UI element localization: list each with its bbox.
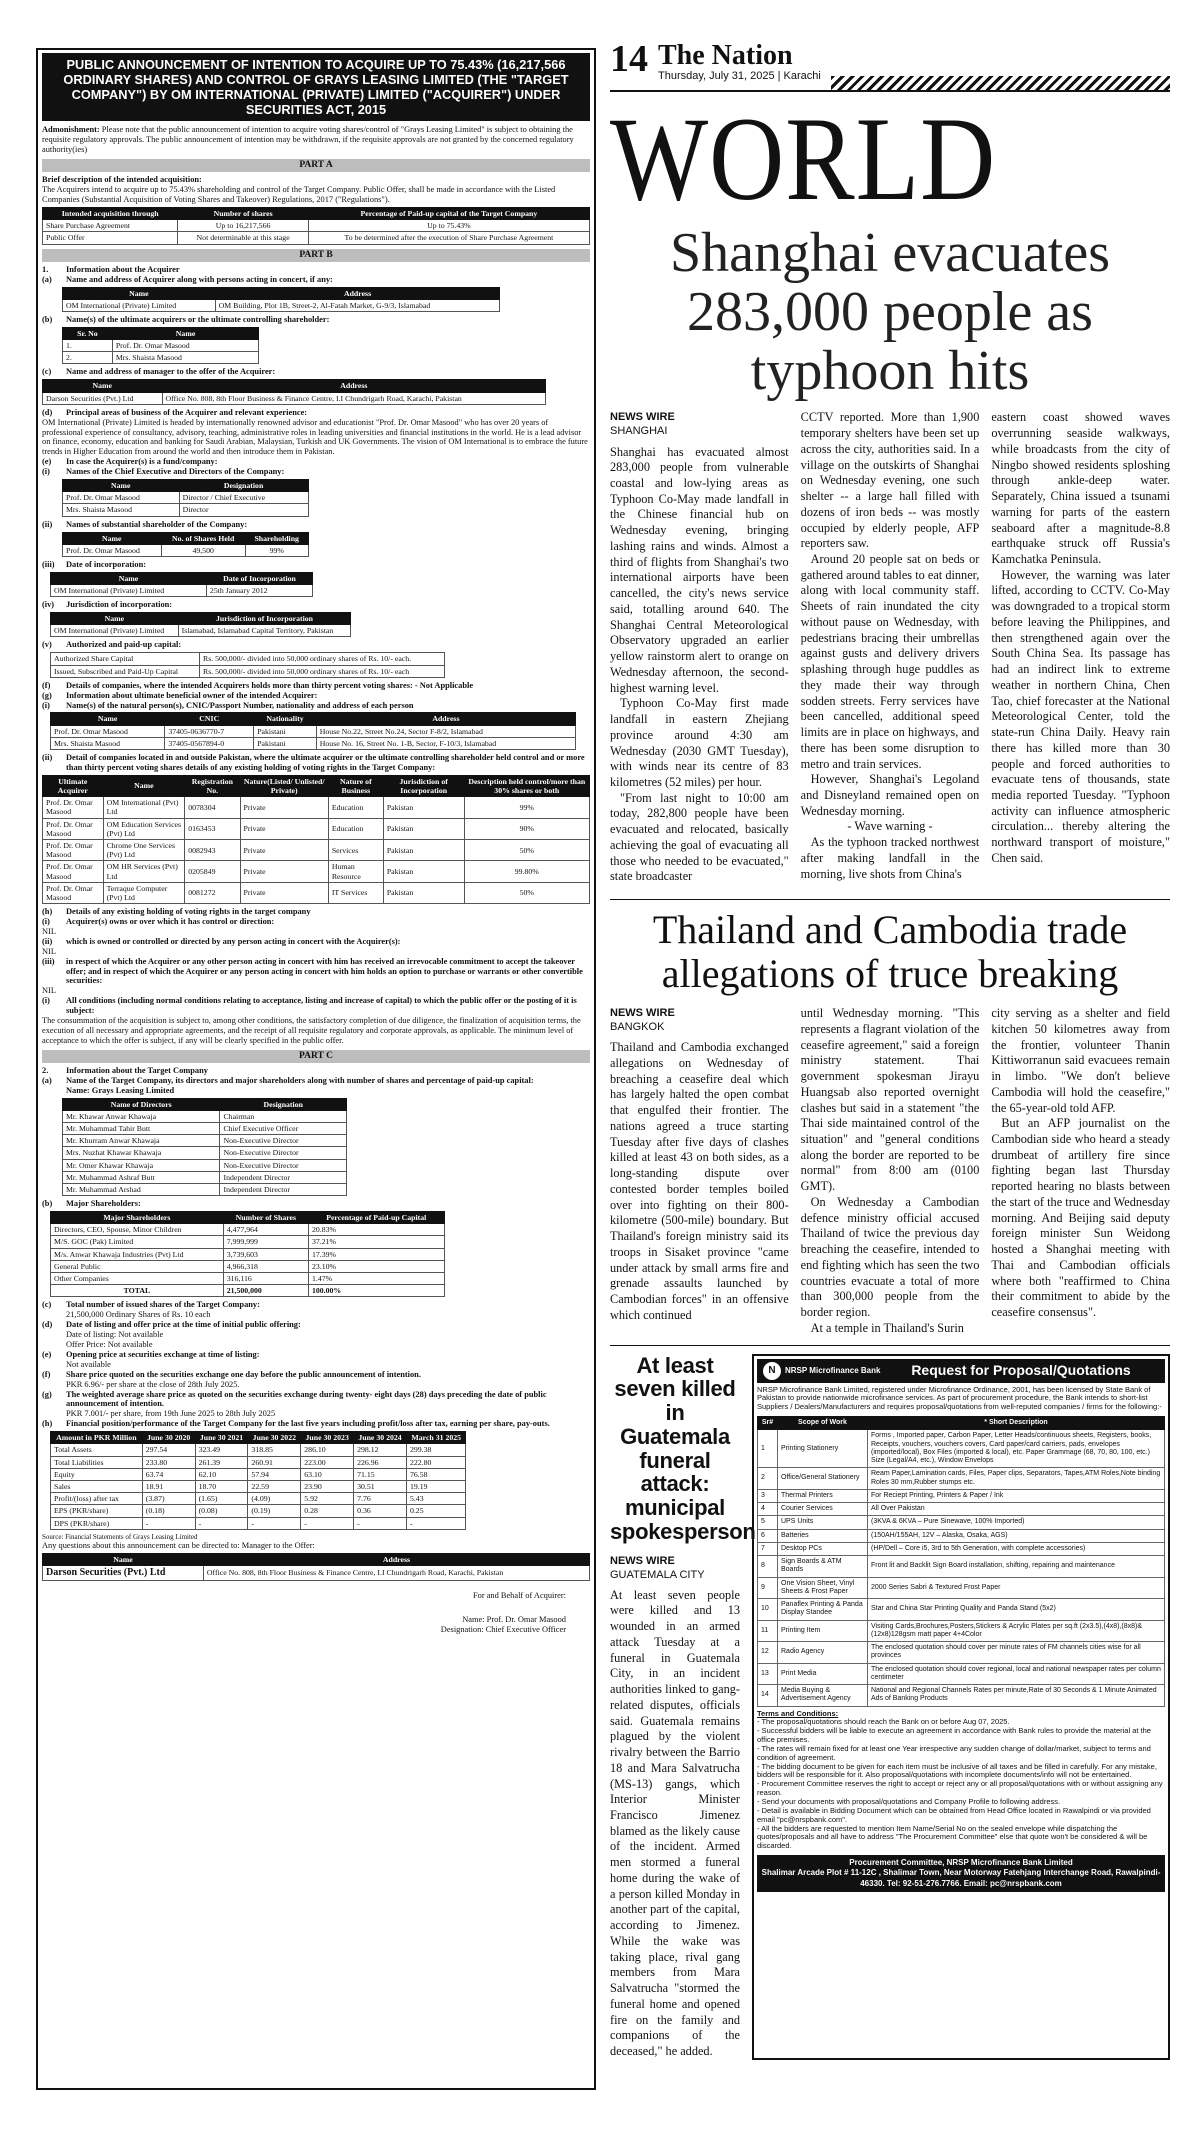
jurisdiction-table: Name Jurisdiction of Incorporation OM International (Private) Limited Islamabad, Islamabad Capital Territory, Pakistan: [50, 612, 351, 637]
table-row: M/s. Anwar Khawaja Industries (Pvt) Ltd 3,739,603 17.39%: [51, 1248, 445, 1260]
issue-date: Thursday, July 31, 2025 | Karachi: [658, 70, 821, 82]
table-row: Prof. Dr. Omar Masood Director / Chief Executive: [63, 492, 309, 504]
nrsp-logo: N NRSP Microfinance Bank: [763, 1362, 883, 1380]
table-row: Mrs. Shaista Masood Director: [63, 504, 309, 516]
companies-table: Ultimate Acquirer Name Registration No. Nature(Listed/ Unlisted/ Private) Nature of Business Jurisdiction of Incorporation Description held control/more than 30% shares or both Prof. Dr. Omar Masood OM International (Pvt) Ltd 0078304 Private Education Pakistan 99% Prof. Dr. Omar Masood OM Education Services (Pvt) Ltd 0163453 Private Education Pakistan 90% Prof. Dr. Omar Masood Chrome One Services (Pvt) Ltd 0082943 Private Services Pakistan 50% Prof. Dr. Omar Masood OM HR Services (Pvt) Ltd 0205849 Private Human Resource Pakistan 99.80% Prof. Dr. Omar Masood Terraque Computer (Pvt) Ltd 0081272 Private IT Services Pakistan 50%: [42, 775, 590, 904]
table-row: OM International (Private) Limited OM Building, Plot 1B, Street-2, Al-Fatah Market, G-9/3, Islamabad: [63, 299, 500, 311]
table-row: Sales 18.91 18.70 22.59 23.90 30.51 19.19: [51, 1480, 466, 1492]
masthead-hatch: [831, 76, 1170, 90]
story-thailand: NEWS WIRE BANGKOK Thailand and Cambodia exchanged allegations on Wednesday of breaching a ceasefire deal which has largely halted the open combat that engulfed their frontier. The nations agreed a truce starting Tuesday after five days of clashes killed at least 43 on both sides, as a long-standing dispute over contested border temples boiled over into fighting on their 800-kilometre (500-mile) boundary. But Thailand's foreign ministry said its troops in Sisaket province "came under attack by small arms fire and grenade assaults launched by Cambodian forces" in an offensive which continued until Wednesday morning. "This represents a flagrant violation of the ceasefire agreement," said a foreign ministry statement. Thai government spokesman Jirayu Huangsab also reported overnight clashes but said in a statement "the Thai side maintained control of the situation" and "general conditions along the border are reported to be normal" from 8:00 am (0100 GMT). On Wednesday a Cambodian defence ministry official accused Thailand of twice the previous day breaching the ceasefire, intended to end fighting which has seen the two countries evacuate a total of more than 300,000 people from the border region. At a temple in Thailand's Surin city serving as a shelter and field kitchen 50 kilometres away from the frontier, volunteer Thanin Kittiworranun said evacuees remain in limbo. "We don't believe Cambodia will hold the ceasefire," the 65-year-old told AFP. But an AFP journalist on the Cambodian side who heard a steady drumbeat of artillery fire since fighting began last Thursday reported hearing no blasts between the start of the truce and Wednesday morning. And Beijing said deputy foreign minister Sun Weidong hosted a Shanghai meeting with Thai and Cambodian officials where both "reaffirmed to China their commitment to abide by the ceasefire consensus".: [610, 1006, 1170, 1335]
acquirer-table: Name Address OM International (Private) Limited OM Building, Plot 1B, Street-2, Al-Fatah Market, G-9/3, Islamabad: [62, 287, 500, 312]
manager-table: Name Address Darson Securities (Pvt.) Ltd Office No. 808, 8th Floor Business & Finance Centre, I.I Chundrigarh Road, Karachi, Pakistan: [42, 379, 546, 404]
table-row: Mr. Khurram Anwar Khawaja Non-Executive Director: [63, 1135, 347, 1147]
capital-table: [50, 652, 445, 677]
table-row: Total Assets 297.54 323.49 318.85 286.10 298.12 299.38: [51, 1444, 466, 1456]
nrsp-logo-icon: N: [763, 1362, 781, 1380]
table-row: Equity 63.74 62.10 57.94 63.10 71.15 76.58: [51, 1468, 466, 1480]
table-row: Prof. Dr. Omar Masood 49,500 99%: [63, 544, 309, 556]
table-row: DPS (PKR/share) - - - - - -: [51, 1517, 466, 1529]
source-note: Source: Financial Statements of Grays Leasing Limited: [42, 1532, 198, 1541]
table-row: Prof. Dr. Omar Masood Chrome One Services (Pvt) Ltd 0082943 Private Services Pakistan 50%: [43, 839, 590, 860]
table-row: 3 Thermal Printers For Reciept Printing, Printers & Paper / Ink: [758, 1489, 1165, 1502]
beneficial-owner-table: Name CNIC Nationality Address Prof. Dr. Omar Masood 37405-0636770-7 Pakistani House No.22, Street No.24, Sector F-8/2, Islamabad Mrs. Shaista Masood 37405-0567894-0 Pakistani House No. 16, Street No. 1-B, Sector, F-10/3, Islamabad: [50, 712, 576, 750]
page-number: 14: [610, 40, 648, 80]
masthead: [610, 40, 1170, 92]
ultimate-acquirers-table: Sr. No Name 1. Prof. Dr. Omar Masood 2. Mrs. Shaista Masood: [62, 327, 259, 365]
table-row: 2. Mrs. Shaista Masood: [63, 352, 259, 364]
table-row: Public Offer Not determinable at this stage To be determined after the execution of Share Purchase Agreement: [43, 232, 590, 244]
brief-text: The Acquirers intend to acquire up to 75.43% shareholding and control of the Target Company. Public Offer, shall be made in accordance with the Listed Companies (Substantial Acquisition of Voting Shares and Takeover) Regulations, 2017 ("Regulations").: [42, 185, 556, 205]
headline-thailand: Thailand and Cambodia trade allegations of truce breaking: [610, 899, 1170, 996]
table-row: M/S. GOC (Pak) Limited 7,999,999 37.21%: [51, 1236, 445, 1248]
table-row: Mrs. Nuzhat Khawar Khawaja Non-Executive Director: [63, 1147, 347, 1159]
table-row: 8 Sign Boards & ATM Boards Front lit and Backlit Sign Board installation, shifting, repairing and maintenance: [758, 1556, 1165, 1578]
table-row: 1. Prof. Dr. Omar Masood: [63, 340, 259, 352]
table-row: Authorized Share Capital Rs. 500,000/- divided into 50,000 ordinary shares of Rs. 10/- each.: [51, 653, 445, 665]
table-row: 10 Panaflex Printing & Panda Display Standee Star and China Star Printing Quality and Panda Stand (5x2): [758, 1599, 1165, 1621]
table-row: 5 UPS Units (3KVA & 6KVA – Pure Sinewave, 100% Imported): [758, 1516, 1165, 1529]
signature-block: For and Behalf of Acquirer: Name: Prof. Dr. Omar Masood Designation: Chief Executive Officer: [440, 1590, 566, 1634]
directors-table: Name Designation Prof. Dr. Omar Masood Director / Chief Executive Mrs. Shaista Masood Director: [62, 479, 309, 517]
table-row: Prof. Dr. Omar Masood 37405-0636770-7 Pakistani House No.22, Street No.24, Sector F-8/2, Islamabad: [51, 725, 576, 737]
table-row: Total Liabilities 233.80 261.39 260.91 223.00 226.96 222.80: [51, 1456, 466, 1468]
table-row: Issued, Subscribed and Paid-Up Capital Rs. 500,000/- divided into 50,000 ordinary shares of Rs. 10/- each: [51, 665, 445, 677]
admonishment-text: Please note that the public announcement of intention to acquire voting shares/control of "Grays Leasing Limited" is subject to obtaining the requisite regulatory approvals. The public announcement of intention may be withdrawn, if the requisite approvals are not granted by the concerned regulatory authority(ies): [42, 125, 574, 155]
table-row: 4 Courier Services All Over Pakistan: [758, 1503, 1165, 1516]
news-page: [610, 40, 1170, 2100]
table-row: Prof. Dr. Omar Masood OM HR Services (Pvt) Ltd 0205849 Private Human Resource Pakistan 99.80%: [43, 861, 590, 882]
story-guatemala: At least seven killed in Guatemala funeral attack: municipal spokesperson NEWS WIRE GUATEMALA CITY At least seven people were killed and 13 wounded in an armed attack Tuesday at a funeral in Guatemala City, in an incident authorities linked to gang-related disputes, officials said. Guatemala remains plagued by the violent rivalry between the Barrio 18 and Mara Salvatrucha (MS-13) gangs, which Interior Minister Francisco Jimenez blamed as the likely cause of the incident. Armed men stormed a funeral home during the wake of a person killed Monday in another part of the capital, according to Jimenez. While the wake was taking place, rival gang members from Mara Salvatrucha "stormed the funeral home and opened fire on the family and companions of the deceased," he added.: [610, 1352, 756, 2058]
part-b-heading: PART B: [42, 249, 590, 262]
business-text: OM International (Private) Limited is headed by internationally renowned advisor and educationist "Prof. Dr. Omar Masood" who has over 20 years of professional experience of consultancy, advisory, teaching, administrative roles in leading universities and financial institutions in the world. He is a lead advisor on finance, economy, education and banking for Saudi Arabian, Malaysian, Turkish and UK Governments. The vision of OM International is to embrace the future trends in Higher Education from around the world and then introduce them in Pakistan.: [42, 417, 588, 457]
headline-shanghai: Shanghai evacuates 283,000 people as typhoon hits: [669, 222, 1111, 402]
table-row: 11 Printing Item Visiting Cards,Brochures,Posters,Stickers & Acrylic Plates per sq.ft (2x3.5),(4x8),(8x8)&(12x8)128gsm matt paper 4+4Color: [758, 1620, 1165, 1642]
table-row: 12 Radio Agency The enclosed quotation should cover per minute rates of FM channels cities wise for all provinces: [758, 1642, 1165, 1664]
table-row: Mr. Muhammad Ashraf Butt Independent Director: [63, 1171, 347, 1183]
table-row: TOTAL 21,500,000 100.00%: [51, 1285, 445, 1297]
story-shanghai: NEWS WIRE SHANGHAI Shanghai has evacuated almost 283,000 people from vulnerable coastal and low-lying areas as Typhoon Co-May made landfall in the Chinese financial hub on Wednesday evening, bringing lashing rains and winds. Almost a third of flights from Shanghai's two international airports have been cancelled, the city's news service said, totalling around 640. The Shanghai Central Meteorological Observatory upgraded an earlier yellow rainstorm alert to orange on Wednesday afternoon, the second-highest warning level. Typhoon Co-May first made landfall in eastern Zhejiang province around 4:30 am Wednesday (2030 GMT Tuesday), with winds near its centre of 83 kilometres (52 miles) per hour. "From last night to 10:00 am today, 282,800 people have been evacuated and relocated, basically achieving the goal of evacuating all those who needed to be evacuated," state broadcaster CCTV reported. More than 1,900 temporary shelters have been set up across the city, authorities said. In a village on the outskirts of Shanghai on Wednesday evening, one such shelter -- a large hall filled with dozens of iron beds -- was mostly occupied by elderly people, AFP reporters saw. Around 20 people sat on beds or gathered around tables to eat dinner, along with local community staff. Sheets of rain inundated the city without pause on Wednesday, with pedestrians bracing their umbrellas against gusts and delivery drivers splashing through huge puddles as they made their way through sodden streets. Ferry services have been cancelled, additional speed limits are in place on highways, and there has been some disruption to metro and train services. However, Shanghai's Legoland and Disneyland remained open on Wednesday morning. - Wave warning - As the typhoon tracked northwest after making landfall in the morning, live shots from China's eastern coast showed waves overrunning seaside walkways, while broadcasts from the city of Ningbo showed residents sploshing through ankle-deep water. Separately, China issued a tsunami warning for parts of the eastern seaboard after a magnitude-8.8 earthquake struck off Russia's Kamchatka Peninsula. However, the warning was later lifted, according to CCTV. Co-May was downgraded to a tropical storm before leaving the Philippines, and then strengthened again over the South China Sea. Its passage has had an indirect link to extreme weather in northern China, Chen Tao, chief forecaster at the National Meteorological Center, told the state-run China Daily. Heavy rain there has killed more than 30 people and forced authorities to evacuate tens of thousands, state media reported Tuesday. "Typhoon activity can influence atmospheric circulation... thereby altering the northward transport of moisture," Chen said.: [610, 410, 1170, 884]
table-row: 1 Printing Stationery Forms , Imported paper, Carbon Paper, Letter Heads/continuous sheets, Registers, books, Receipts, vouchers, vouchers covers, Card paper/card carriers, pads, envelopes (imported/local), Box Files (imported & local), etc. Paper Grammage (68, 70, 80, 100, etc.) Size (Legal/A4, etc.), Window Envelops: [758, 1430, 1165, 1468]
table-row: Darson Securities (Pvt.) Ltd Office No. 808, 8th Floor Business & Finance Centre, I.I Chundrigarh Road, Karachi, Pakistan: [43, 1566, 590, 1581]
announcement-title: PUBLIC ANNOUNCEMENT OF INTENTION TO ACQUIRE UP TO 75.43% (16,217,566 ORDINARY SHARES) AND CONTROL OF GRAYS LEASING LIMITED (THE "TARGET COMPANY") BY OM INTERNATIONAL (PRIVATE) LIMITED ("ACQUIRER") UNDER SECURITIES ACT, 2015: [42, 53, 590, 121]
table-row: 14 Media Buying & Advertisement Agency National and Regional Channels Rates per minute,Rate of 30 Seconds & 1 Minute Animated Ads of Banking Products: [758, 1685, 1165, 1707]
table-row: EPS (PKR/share) (0.18) (0.08) (0.19) 0.28 0.36 0.25: [51, 1505, 466, 1517]
brief-heading: Brief description of the intended acquisition:: [42, 175, 202, 185]
ad-intro: NRSP Microfinance Bank Limited, registered under Microfinance Ordinance, 2001, has been licensed by State Bank of Pakistan to provide nationwide microfinance services. As part of procurement procedure, the Bank intends to short-list Suppliers / Dealers/Manufacturers and requires proposal/quotations from well-reputed companies / firms for the following:-: [757, 1384, 1162, 1412]
admonishment-label: Admonishment:: [42, 125, 100, 135]
table-row: 7 Desktop PCs (HP/Dell – Core i5, 3rd to 5th Generation, with complete accessories): [758, 1542, 1165, 1555]
table-row: Share Purchase Agreement Up to 16,217,566 Up to 75.43%: [43, 220, 590, 232]
table-row: OM International (Private) Limited 25th January 2012: [51, 585, 313, 597]
paper-name: The Nation: [658, 40, 793, 71]
table-row: Mrs. Shaista Masood 37405-0567894-0 Pakistani House No. 16, Street No. 1-B, Sector, F-10/3, Islamabad: [51, 737, 576, 749]
nrsp-advertisement: [752, 1354, 1170, 2060]
terms-list: - The proposal/quotations should reach the Bank on or before Aug 07, 2025. - Successful bidders will be liable to execute an agreement in accordance with Bank rules to provide the material at the office premises. - The rates will remain fixed for at least one Year irrespective any sudden change of dollar/market, subject to terms and condition of agreement. - The bidding document to be given for each item must be inclusive of all taxes and be filled in carefully. For any mistake, bidders will be responsible for it. Also proposal/quotations with incomplete documents/info will not be entertained. - Procurement Committee reserves the right to accept or reject any or all proposal/quotations with or without assigning any reason. - Send your documents with proposal/quotations and Company Profile to following address. - Detail is available in Bidding Document which can be obtained from Head Office located in Rawalpindi or via provided email "pc@nrspbank.com". - All the bidders are requested to mention Item Name/Serial No on the sealed envelope while dispatching the quotes/proposals and all have to address "The Procurement Committee" else that quote won't be considered & will be discarded.: [757, 1717, 1163, 1851]
table-row: Prof. Dr. Omar Masood OM International (Pvt) Ltd 0078304 Private Education Pakistan 99%: [43, 797, 590, 818]
table-row: Mr. Muhammad Arshad Independent Director: [63, 1184, 347, 1196]
part-a-heading: PART A: [42, 159, 590, 172]
public-announcement: PUBLIC ANNOUNCEMENT OF INTENTION TO ACQUIRE UP TO 75.43% (16,217,566 ORDINARY SHARES) AND CONTROL OF GRAYS LEASING LIMITED (THE "TARGET COMPANY") BY OM INTERNATIONAL (PRIVATE) LIMITED ("ACQUIRER") UNDER SECURITIES ACT, 2015 Admonishment: Please note that the public announcement of intention to acquire voting shares/control of "Grays Leasing Limited" is subject to obtaining the requisite regulatory approvals. The public announcement of intention may be withdrawn, if the requisite approvals are not granted by the concerned regulatory authority(ies) PART A Brief description of the intended acquisition: The Acquirers intend to acquire up to 75.43% shareholding and control of the Target Company. Public Offer, shall be made in accordance with the Listed Companies (Substantial Acquisition of Voting Shares and Takeover) Regulations, 2017 ("Regulations"). Intended acquisition through Number of shares Percentage of Paid-up capital of the Target Company Share Purchase Agreement Up to 16,217,566 Up to 75.43% Public Offer Not determinable at this stage To be determined after the execution of Share Purchase Agreement PART B 1. Information about the Acquirer (a) Name and address of Acquirer along with persons acting in concert, if any: Name Address OM International (Private) Limited OM Building, Plot 1B, Street-2, Al-Fatah Market, G-9/3, Islamabad (b) Name(s) of the ultimate acquirers or the ultimate controlling shareholder: Sr. No Name 1. Prof. Dr. Omar Masood 2. Mrs. Shaista Masood (c) Name and address of manager to the offer of the Acquirer: Name Address Darson Securities (Pvt.) Ltd Office No. 808, 8th Floor Business & Finance Centre, I.I Chundrigarh Road, Karachi, Pakistan (d) Principal areas of business of the Acquirer and relevant experience: OM International (Private) Limited is headed by internationally renowned advisor and educationist "Prof. Dr. Omar Masood" who has over 20 years of professional experience of consultancy, advisory, teaching, administrative roles in leading universities and financial institutions in the world. He is a lead advisor on finance, economy, education and banking for Saudi Arabian, Malaysian, Turkish and UK Governments. The vision of OM International is to embrace the future trends in Higher Education from around the world and then introduce them in Pakistan. (e) In case the Acquirer(s) is a fund/company: (i) Names of the Chief Executive and Directors of the Company: Name Designation Prof. Dr. Omar Masood Director / Chief Executive Mrs. Shaista Masood Director (ii) Names of substantial shareholder of the Company: Name No. of Shares Held Shareholding Prof. Dr. Omar Masood 49,500 99% (iii) Date of incorporation: Name Date of Incorporation OM International (Private) Limited 25th January 2012 (iv) Jurisdiction of incorporation: Name Jurisdiction of Incorporation OM International (Private) Limited Islamabad, Islamabad Capital Territory, Pakistan (v) Authorized and paid-up capital: Authorized Share Capital Rs. 500,000/- divided into 50,000 ordinary shares of Rs. 10/- each. Issued, Subscribed and Paid-Up Capital Rs. 500,000/- divided into 50,000 ordinary shares of Rs. 10/- each (f) Details of companies, where the intended Acquirers holds more than thirty percent voting shares: - Not Applicable (g) Information about ultimate beneficial owner of the intended Acquirer: (i) Name(s) of the natural person(s), CNIC/Passport Number, nationality and address of each person Name CNIC Nationality Address Prof. Dr. Omar Masood 37405-0636770-7 Pakistani House No.22, Street No.24, Sector F-8/2, Islamabad Mrs. Shaista Masood 37405-0567894-0 Pakistani House No. 16, Street No. 1-B, Sector, F-10/3, Islamabad (ii) Detail of companies located in and outside Pakistan, where the ultimate acquirer or the ultimate controlling shareholder held control and or more than thirty percent voting shares details of any existing holding of voting rights in the Target Company: Ultimate Acquirer Name Registration No. Nature(Listed/ Unlisted/ Private) Nature of Business Jurisdiction of Incorporation Description held control/more than 30% shares or both Prof. Dr. Omar Masood OM International (Pvt) Ltd 0078304 Private Education Pakistan 99% Prof. Dr. Omar Masood OM Education Services (Pvt) Ltd 0163453 Private Education Pakistan 90% Prof. Dr. Omar Masood Chrome One Services (Pvt) Ltd 0082943 Private Services Pakistan 50% Prof. Dr. Omar Masood OM HR Services (Pvt) Ltd 0205849 Private Human Resource Pakistan 99.80% Prof. Dr. Omar Masood Terraque Computer (Pvt) Ltd 0081272 Private IT Services Pakistan 50% (h) Details of any existing holding of voting rights in the target company (i) Acquirer(s) owns or over which it has control or direction: NIL (ii) which is owned or controlled or directed by any person acting in concert with the Acquirer(s): NIL (iii) in respect of which the Acquirer or any other person acting in concert with him has received an irrevocable commitment to accept the takeover offer; and in respect of which the Acquirer or any person acting in concert with him holds an option to purchase or warrants or other convertible securities: NIL (i) All conditions (including normal conditions relating to acceptance, listing and increase of capital) to which the public offer or the posting of it is subject: The consummation of the acquisition is subject to, among other conditions, the satisfactory completion of due diligence, the finalization of acquisition terms, the execution of all necessary and appropriate agreements, and the receipt of all requisite regulatory and corporate approvals, as applicable. The minimum level of acceptance to which the offer is subject, if any will be clearly specified in the public offer. PART C 2. Information about the Target Company (a) Name of the Target Company, its directors and major shareholders along with number of shares and percentage of paid-up capital: Name: Grays Leasing Limited Name of Directors Designation Mr. Khawar Anwar Khawaja Chairman Mr. Muhammad Tahir Butt Chief Executive Officer Mr. Khurram Anwar Khawaja Non-Executive Director Mrs. Nuzhat Khawar Khawaja Non-Executive Director Mr. Omer Khawar Khawaja Non-Executive Director Mr. Muhammad Ashraf Butt Independent Director Mr. Muhammad Arshad Independent Director (b) Major Shareholders: Major Shareholders Number of Shares Percentage of Paid-up Capital Directors, CEO, Spouse, Minor Children 4,477,964 20.83% M/S. GOC (Pak) Limited 7,999,999 37.21% M/s. Anwar Khawaja Industries (Pvt) Ltd 3,739,603 17.39% General Public 4,966,318 23.10% Other Companies 316,116 1.47% TOTAL 21,500,000 100.00% (c) Total number of issued shares of the Target Company: 21,500,000 Ordinary Shares of Rs. 10 each (d) Date of listing and offer price at the time of initial public offering: Date of listing: Not available Offer Price: Not available (e) Opening price at securities exchange at time of listing: Not available (f) Share price quoted on the securities exchange one day before the public announcement of intention. PKR 6.96/- per share at the close of 28th July 2025. (g) The weighted average share price as quoted on the securities exchange during twenty- eight days (28) days preceding the date of public announcement of intention. PKR 7.001/- per share, from 19th June 2025 to 28th July 2025 (h) Financial position/performance of the Target Company for the last five years including profit/loss after tax, earning per share, pay-outs. Amount in PKR Million June 30 2020 June 30 2021 June 30 2022 June 30 2023 June 30 2024 March 31 2025 Total Assets 297.54 323.49 318.85 286.10 298.12 299.38 Total Liabilities 233.80 261.39 260.91 223.00 226.96 222.80 Equity 63.74 62.10 57.94 63.10 71.15 76.58 Sales 18.91 18.70 22.59 23.90 30.51 19.19 Profit/(loss) after tax (3.87) (1.65) (4.09) 5.92 7.76 5.43 EPS (PKR/share) (0.18) (0.08) (0.19) 0.28 0.36 0.25 DPS (PKR/share) - - - - - - Source: Financial Statements of Grays Leasing Limited Any questions about this announcement can be directed to: Manager to the Offer: Name Address Darson Securities (Pvt.) Ltd Office No. 808, 8th Floor Business & Finance Centre, I.I Chundrigarh Road, Karachi, Pakistan For and Behalf of Acquirer: Name: Prof. Dr. Omar Masood Designation: Chief Executive Officer: [36, 48, 596, 2090]
table-row: OM International (Private) Limited Islamabad, Islamabad Capital Territory, Pakistan: [51, 625, 351, 637]
shareholder-table: Name No. of Shares Held Shareholding Prof. Dr. Omar Masood 49,500 99%: [62, 532, 309, 557]
ad-title: Request for Proposal/Quotations: [911, 1362, 1131, 1379]
section-title: WORLD: [610, 93, 997, 226]
headline-guatemala: At least seven killed in Guatemala funeral attack: municipal spokesperson: [610, 1352, 756, 1544]
financials-table: Amount in PKR Million June 30 2020 June 30 2021 June 30 2022 June 30 2023 June 30 2024 March 31 2025 Total Assets 297.54 323.49 318.85 286.10 298.12 299.38 Total Liabilities 233.80 261.39 260.91 223.00 226.96 222.80 Equity 63.74 62.10 57.94 63.10 71.15 76.58 Sales 18.91 18.70 22.59 23.90 30.51 19.19 Profit/(loss) after tax (3.87) (1.65) (4.09) 5.92 7.76 5.43 EPS (PKR/share) (0.18) (0.08) (0.19) 0.28 0.36 0.25 DPS (PKR/share) - - - - - -: [50, 1431, 466, 1530]
table-row: 13 Print Media The enclosed quotation should cover regional, local and national newspaper rates per column centimeter: [758, 1663, 1165, 1685]
table-row: 9 One Vision Sheet, Vinyl Sheets & Frost Paper 2000 Series Sabri & Textured Frost Paper: [758, 1577, 1165, 1599]
table-row: General Public 4,966,318 23.10%: [51, 1260, 445, 1272]
acquisition-table: Intended acquisition through Number of shares Percentage of Paid-up capital of the Target Company Share Purchase Agreement Up to 16,217,566 Up to 75.43% Public Offer Not determinable at this stage To be determined after the execution of Share Purchase Agreement: [42, 207, 590, 245]
major-shareholders-table: Major Shareholders Number of Shares Percentage of Paid-up Capital Directors, CEO, Spouse, Minor Children 4,477,964 20.83% M/S. GOC (Pak) Limited 7,999,999 37.21% M/s. Anwar Khawaja Industries (Pvt) Ltd 3,739,603 17.39% General Public 4,966,318 23.10% Other Companies 316,116 1.47% TOTAL 21,500,000 100.00%: [50, 1211, 445, 1297]
table-row: Directors, CEO, Spouse, Minor Children 4,477,964 20.83%: [51, 1224, 445, 1236]
ad-footer: Procurement Committee, NRSP Microfinance Bank Limited Shalimar Arcade Plot # 11-12C , Shalimar Town, Near Motorway Fatehjang Interchange Road, Rawalpindi-46330. Tel: 92-51-276.7766. Email: pc@nrspbank.com: [757, 1855, 1165, 1892]
table-row: 2 Office/General Stationery Ream Paper,Lamination cards, Files, Paper clips, Separators, Tapes,ATM Roles,Note binding Roles 30 mm,Rubber stumps etc.: [758, 1468, 1165, 1490]
target-directors-table: Name of Directors Designation Mr. Khawar Anwar Khawaja Chairman Mr. Muhammad Tahir Butt Chief Executive Officer Mr. Khurram Anwar Khawaja Non-Executive Director Mrs. Nuzhat Khawar Khawaja Non-Executive Director Mr. Omer Khawar Khawaja Non-Executive Director Mr. Muhammad Ashraf Butt Independent Director Mr. Muhammad Arshad Independent Director: [62, 1098, 347, 1197]
table-row: Mr. Khawar Anwar Khawaja Chairman: [63, 1110, 347, 1122]
table-row: Profit/(loss) after tax (3.87) (1.65) (4.09) 5.92 7.76 5.43: [51, 1493, 466, 1505]
table-row: 6 Batteries (150AH/155AH, 12V – Alaska, Osaka, AGS): [758, 1529, 1165, 1542]
table-row: Mr. Muhammad Tahir Butt Chief Executive Officer: [63, 1123, 347, 1135]
part-c-heading: PART C: [42, 1050, 590, 1063]
queries-table: Name Address Darson Securities (Pvt.) Ltd Office No. 808, 8th Floor Business & Finance Centre, I.I Chundrigarh Road, Karachi, Pakistan: [42, 1553, 590, 1581]
table-row: Mr. Omer Khawar Khawaja Non-Executive Director: [63, 1159, 347, 1171]
scope-table: Sr# Scope of Work * Short Description 1 Printing Stationery Forms , Imported paper, Carbon Paper, Letter Heads/continuous sheets, Registers, books, Receipts, vouchers, vouchers covers, Card paper/card carriers, pads, envelopes (imported/local), Box Files (imported & local), etc. Paper Grammage (68, 70, 80, 100, etc.) Size (Legal/A4, etc.), Window Envelops 2 Office/General Stationery Ream Paper,Lamination cards, Files, Paper clips, Separators, Tapes,ATM Roles,Note binding Roles 30 mm,Rubber stumps etc. 3 Thermal Printers For Reciept Printing, Printers & Paper / Ink 4 Courier Services All Over Pakistan 5 UPS Units (3KVA & 6KVA – Pure Sinewave, 100% Imported) 6 Batteries (150AH/155AH, 12V – Alaska, Osaka, AGS) 7 Desktop PCs (HP/Dell – Core i5, 3rd to 5th Generation, with complete accessories) 8 Sign Boards & ATM Boards Front lit and Backlit Sign Board installation, shifting, repairing and maintenance 9 One Vision Sheet, Vinyl Sheets & Frost Paper 2000 Series Sabri & Textured Frost Paper 10 Panaflex Printing & Panda Display Standee Star and China Star Printing Quality and Panda Stand (5x2) 11 Printing Item Visiting Cards,Brochures,Posters,Stickers & Acrylic Plates per sq.ft (2x3.5),(4x8),(8x8)&(12x8)128gsm matt paper 4+4Color 12 Radio Agency The enclosed quotation should cover per minute rates of FM channels cities wise for all provinces 13 Print Media The enclosed quotation should cover regional, local and national newspaper rates per column centimeter 14 Media Buying & Advertisement Agency National and Regional Channels Rates per minute,Rate of 30 Seconds & 1 Minute Animated Ads of Banking Products: [757, 1416, 1165, 1707]
terms-title: Terms and Conditions:: [757, 1708, 839, 1718]
table-row: Darson Securities (Pvt.) Ltd Office No. 808, 8th Floor Business & Finance Centre, I.I Chundrigarh Road, Karachi, Pakistan: [43, 392, 546, 404]
table-row: Prof. Dr. Omar Masood OM Education Services (Pvt) Ltd 0163453 Private Education Pakistan 90%: [43, 818, 590, 839]
table-row: Other Companies 316,116 1.47%: [51, 1273, 445, 1285]
conditions-text: The consummation of the acquisition is subject to, among other conditions, the satisfactory completion of due diligence, the finalization of acquisition terms, the execution of all necessary and appropriate agreements, and the receipt of all requisite regulatory and corporate approvals, as applicable. The minimum level of acceptance to which the offer is subject, if any will be clearly specified in the public offer.: [42, 1016, 581, 1045]
queries-note: Any questions about this announcement can be directed to: Manager to the Offer:: [42, 1540, 315, 1550]
incorporation-table: Name Date of Incorporation OM International (Private) Limited 25th January 2012: [50, 572, 313, 597]
table-row: Prof. Dr. Omar Masood Terraque Computer (Pvt) Ltd 0081272 Private IT Services Pakistan 50%: [43, 882, 590, 903]
